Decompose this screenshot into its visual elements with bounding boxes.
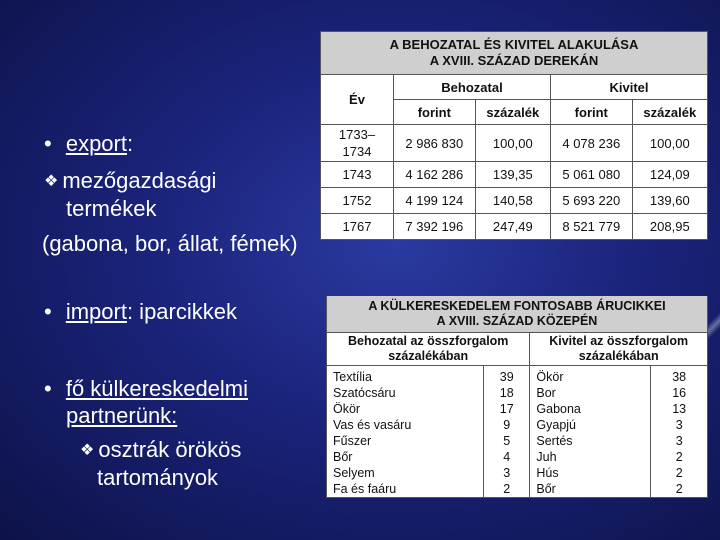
sub1-line2: termékek [66, 196, 157, 221]
table2-title-line1: A KÜLKERESKEDELEM FONTOSABB ÁRUCIKKEI [368, 299, 666, 313]
export-header: Kivitel [550, 75, 707, 100]
bullet-glyph: • [44, 299, 52, 324]
cell: 4 162 286 [394, 162, 476, 188]
trade-balance-table [320, 31, 708, 240]
cell: 7 392 196 [394, 214, 476, 240]
cell: 2 986 830 [394, 125, 476, 162]
export-label: export [65, 131, 127, 156]
export-item: Sertés [530, 433, 651, 449]
export-pct: 2 [651, 465, 708, 481]
cell: 124,09 [632, 162, 707, 188]
import-header: Behozatal [394, 75, 551, 100]
table2-title-line2: A XVIII. SZÁZAD KÖZEPÉN [436, 314, 598, 328]
export-pct: 3 [651, 433, 708, 449]
partner-sub1: osztrák örökös [98, 437, 242, 462]
col-szazalek: százalék [475, 100, 550, 125]
import-pct: 18 [484, 385, 530, 401]
year-cell: 1767 [321, 214, 394, 240]
bullet-import [44, 299, 237, 325]
table-row [327, 401, 708, 417]
table-row [327, 366, 708, 386]
export-item: Bőr [530, 481, 651, 498]
table-row [327, 433, 708, 449]
bullet-glyph: • [44, 131, 52, 156]
year-cell: 1743 [321, 162, 394, 188]
import-item: Selyem [327, 465, 484, 481]
export-pct: 38 [651, 366, 708, 386]
import-pct: 9 [484, 417, 530, 433]
import-item: Fűszer [327, 433, 484, 449]
bullet-export [44, 131, 133, 157]
table-row [321, 214, 708, 240]
import-item: Bőr [327, 449, 484, 465]
bullet-glyph: • [44, 376, 52, 401]
cell: 5 061 080 [550, 162, 632, 188]
table-row [327, 465, 708, 481]
import-pct: 17 [484, 401, 530, 417]
import-item: Fa és faáru [327, 481, 484, 498]
sub1-line1: mezőgazdasági [62, 168, 217, 193]
year-cell: 1733– 1734 [321, 125, 394, 162]
import-item: Szatócsáru [327, 385, 484, 401]
cell: 5 693 220 [550, 188, 632, 214]
partner-line1: fő külkereskedelmi [65, 376, 249, 401]
import-pct: 2 [484, 481, 530, 498]
cell: 139,60 [632, 188, 707, 214]
cell: 140,58 [475, 188, 550, 214]
col-forint: forint [394, 100, 476, 125]
export-colon: : [126, 131, 134, 156]
goods-table [326, 296, 708, 498]
cell: 247,49 [475, 214, 550, 240]
diamond-icon: ❖ [44, 173, 59, 190]
export-pct: 2 [651, 449, 708, 465]
export-pct: 13 [651, 401, 708, 417]
sub-bullet-agri [44, 168, 216, 197]
export-item: Bor [530, 385, 651, 401]
import-label: import [65, 299, 127, 324]
bullet-partner [44, 376, 248, 402]
import-item: Vas és vasáru [327, 417, 484, 433]
partner-line2: partnerünk: [66, 403, 178, 428]
table1-title-line2: A XVIII. SZÁZAD DEREKÁN [429, 53, 599, 68]
export-pct: 16 [651, 385, 708, 401]
sub1-line3: (gabona, bor, állat, fémek) [42, 231, 298, 256]
table-row [327, 417, 708, 433]
import-rest: : iparcikkek [126, 299, 237, 324]
table-row [321, 125, 708, 162]
table1-title-line1: A BEHOZATAL ÉS KIVITEL ALAKULÁSA [389, 37, 639, 52]
cell: 8 521 779 [550, 214, 632, 240]
export-item: Juh [530, 449, 651, 465]
diamond-icon: ❖ [80, 442, 95, 459]
cell: 208,95 [632, 214, 707, 240]
cell: 4 199 124 [394, 188, 476, 214]
cell: 4 078 236 [550, 125, 632, 162]
export-goods-header: Kivitel az összforgalom százalékában [530, 333, 708, 366]
export-item: Gabona [530, 401, 651, 417]
year-header: Év [321, 75, 394, 125]
table-row [327, 481, 708, 498]
table-row [327, 449, 708, 465]
cell: 100,00 [632, 125, 707, 162]
sub-bullet-partner [80, 437, 241, 466]
cell: 139,35 [475, 162, 550, 188]
export-pct: 3 [651, 417, 708, 433]
table2-title [327, 296, 708, 333]
table-row [321, 188, 708, 214]
import-goods-header: Behozatal az összforgalom százalékában [327, 333, 530, 366]
year-cell: 1752 [321, 188, 394, 214]
export-item: Hús [530, 465, 651, 481]
import-item: Ökör [327, 401, 484, 417]
table-row [321, 162, 708, 188]
import-pct: 5 [484, 433, 530, 449]
cell: 100,00 [475, 125, 550, 162]
export-item: Ökör [530, 366, 651, 386]
table-row [327, 385, 708, 401]
bullet-text [0, 0, 330, 540]
export-item: Gyapjú [530, 417, 651, 433]
col-forint: forint [550, 100, 632, 125]
import-item: Textília [327, 366, 484, 386]
export-pct: 2 [651, 481, 708, 498]
col-szazalek: százalék [632, 100, 707, 125]
import-pct: 3 [484, 465, 530, 481]
import-pct: 4 [484, 449, 530, 465]
import-pct: 39 [484, 366, 530, 386]
partner-sub2: tartományok [97, 465, 219, 490]
table1-title [321, 32, 708, 75]
